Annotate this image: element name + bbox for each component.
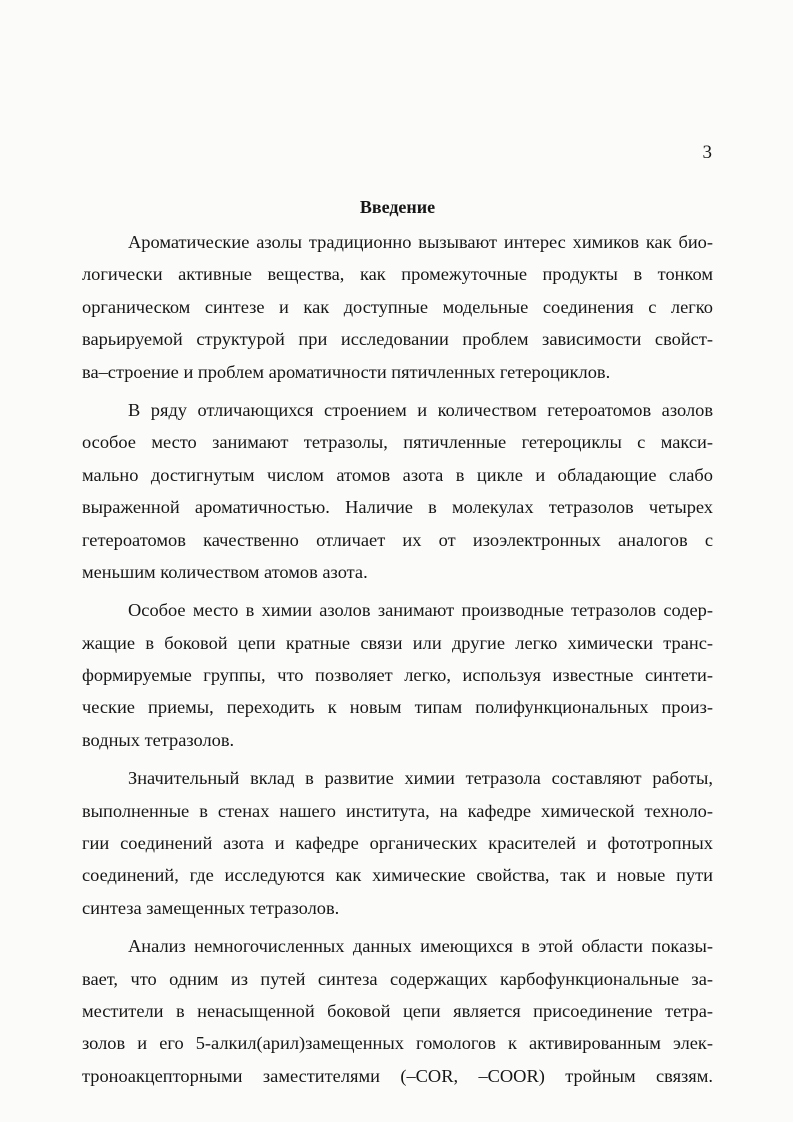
text-line: троноакцепторными заместителями (–COR, –COOR) тройным связям. bbox=[82, 1065, 713, 1086]
text-line: логически активные вещества, как промежуточные продукты в тонком bbox=[82, 264, 713, 285]
text-line: мально достигнутым числом атомов азота в цикле и обладающие слабо bbox=[82, 464, 713, 485]
page-number: 3 bbox=[702, 142, 712, 163]
text-line: Особое место в химии азолов занимают производные тетразолов содер- bbox=[128, 600, 713, 621]
text-line: выраженной ароматичностью. Наличие в молекулах тетразолов четырех bbox=[82, 497, 713, 518]
text-line: выполненные в стенах нашего института, на кафедре химической техноло- bbox=[82, 800, 713, 821]
text-line: водных тетразолов. bbox=[82, 729, 235, 750]
text-line: варьируемой структурой при исследовании проблем зависимости свойст- bbox=[82, 329, 713, 350]
text-line: Анализ немногочисленных данных имеющихся в этой области показы- bbox=[128, 936, 713, 957]
text-line: ва–строение и проблем ароматичности пятичленных гетероциклов. bbox=[82, 361, 611, 382]
paragraph bbox=[82, 930, 713, 1092]
text-line: особое место занимают тетразолы, пятичленные гетероциклы с макси- bbox=[82, 432, 713, 453]
text-line: местители в ненасыщенной боковой цепи является присоединение тетра- bbox=[82, 1000, 713, 1021]
text-line: меньшим количеством атомов азота. bbox=[82, 561, 368, 582]
text-line: формируемые группы, что позволяет легко, используя известные синтети- bbox=[82, 665, 713, 686]
section-title: Введение bbox=[359, 197, 436, 217]
paragraph bbox=[82, 762, 713, 924]
text-line: Ароматические азолы традиционно вызывают интерес химиков как био- bbox=[128, 232, 713, 252]
text-line: золов и его 5-алкил(арил)замещенных гомологов к активированным элек- bbox=[82, 1033, 713, 1054]
text-line: гетероатомов качественно отличает их от изоэлектронных аналогов с bbox=[82, 529, 713, 550]
document-body bbox=[82, 196, 713, 1098]
text-line: Значительный вклад в развитие химии тетразола составляют работы, bbox=[128, 768, 713, 789]
text-line: вает, что одним из путей синтеза содержащих карбофункциональные за- bbox=[82, 968, 713, 989]
text-line: органическом синтезе и как доступные модельные соединения с легко bbox=[82, 296, 713, 317]
paragraph bbox=[82, 594, 713, 756]
paragraph bbox=[82, 394, 713, 588]
text-line: синтеза замещенных тетразолов. bbox=[82, 897, 340, 918]
text-line: ческие приемы, переходить к новым типам полифункциональных произ- bbox=[82, 697, 713, 718]
text-line: жащие в боковой цепи кратные связи или другие легко химически транс- bbox=[82, 632, 713, 653]
text-line: гии соединений азота и кафедре органических красителей и фототропных bbox=[82, 833, 713, 854]
text-line: соединений, где исследуются как химические свойства, так и новые пути bbox=[82, 865, 713, 886]
text-line: В ряду отличающихся строением и количеством гетероатомов азолов bbox=[128, 399, 713, 420]
paragraph bbox=[82, 226, 713, 388]
